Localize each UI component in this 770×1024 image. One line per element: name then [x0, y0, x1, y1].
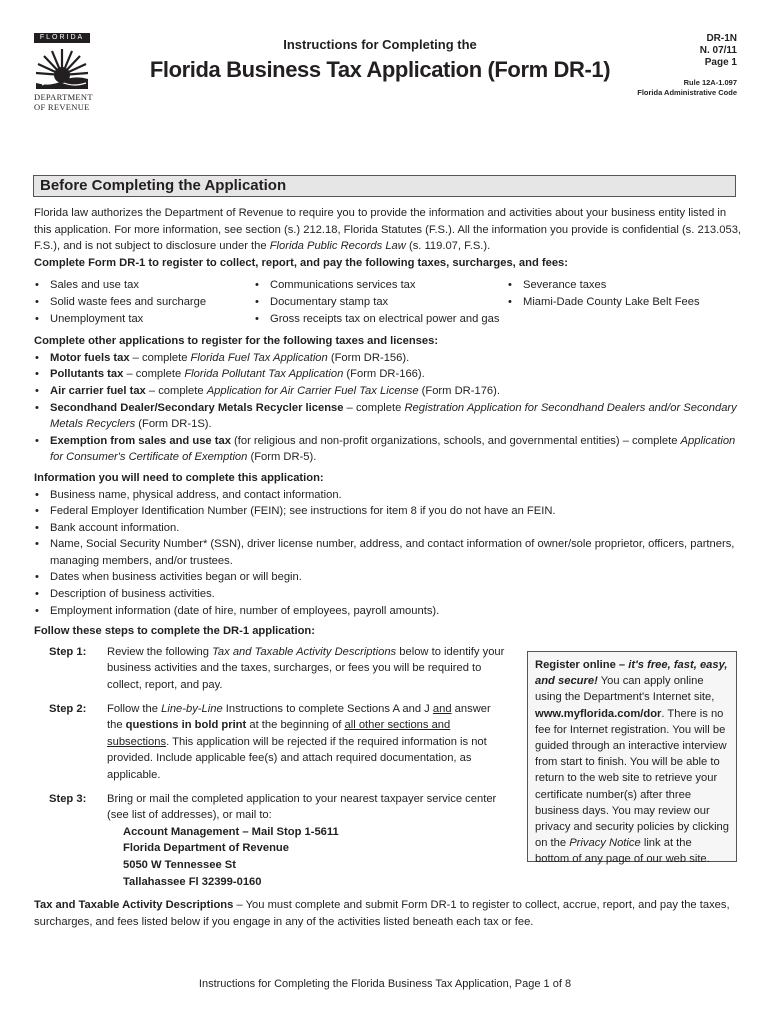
- list-item: • Employment information (date of hire, number of employees, payroll amounts).: [34, 603, 744, 620]
- intro-paragraph: Florida law authorizes the Department of Revenue to require you to provide the information and activities about your business entity listed in this application. For more information, see section (s.) 212.18, Florida Statutes (F.S.). All the information you provide is confidential (s. 213.053, F.S.), and is not subject to disclosure under the Florida Public Records Law (s. 119.07, F.S.).: [34, 207, 742, 253]
- page-title: Florida Business Tax Application (Form DR-1): [149, 57, 611, 82]
- list-item: • Name, Social Security Number* (SSN), driver license number, address, and contact information of owner/sole proprietor, officers, partners, managing members, and/or trustees.: [34, 536, 744, 569]
- mailing-address: Account Management – Mail Stop 1-5611 Florida Department of Revenue 5050 W Tennessee St Tallahassee Fl 32399-0160: [123, 825, 339, 888]
- list-item: • Federal Employer Identification Number (FEIN); see instructions for item 8 if you do not have an FEIN.: [34, 503, 744, 520]
- step-1: Step 1: Review the following Tax and Taxable Activity Descriptions below to identify your business activities and the taxes, surcharges, or fees you will be required to collect, report, and pay.: [49, 645, 505, 692]
- form-revision: N. 07/11: [699, 45, 737, 56]
- info-needed-heading: Information you will need to complete this application:: [34, 471, 324, 484]
- register-online-box: Register online – it's free, fast, easy, and secure! You can apply online using the Department's Internet site, www.myflorida.com/dor. There is no fee for Internet registration. You will be guided through an interactive interview from start to finish. You will be able to return to the web site to retrieve your certificate number(s) after three business days. You may review our privacy and security policies by clicking on the Privacy Notice link at the bottom of any page of our web site.: [527, 651, 737, 862]
- list-item: • Bank account information.: [34, 520, 744, 537]
- list-item: • Pollutants tax – complete Florida Pollutant Tax Application (Form DR-166).: [34, 366, 744, 383]
- step-2: Step 2: Follow the Line-by-Line Instructions to complete Sections A and J and answer the questions in bold print at the beginning of all other sections and subsections. This application will be rejected if the required information is not provided. Include applicable fee(s) and attach required documentation, as applicable.: [49, 702, 491, 781]
- privacy-notice-link[interactable]: Privacy Notice: [569, 837, 641, 850]
- form-identifier: [700, 33, 737, 69]
- rule-number: Rule 12A-1.097: [683, 78, 737, 87]
- logo-department-line2: OF REVENUE: [34, 102, 90, 112]
- list-item: • Miami-Dade County Lake Belt Fees: [507, 294, 737, 311]
- list-item: • Air carrier fuel tax – complete Application for Air Carrier Fuel Tax License (Form DR-176).: [34, 383, 744, 400]
- register-heading: Complete Form DR-1 to register to collect, report, and pay the following taxes, surcharges, and fees:: [34, 256, 569, 269]
- list-item: • Gross receipts tax on electrical power and gas: [254, 311, 507, 328]
- other-apps-heading: Complete other applications to register for the following taxes and licenses:: [34, 335, 439, 348]
- section-heading: Before Completing the Application: [33, 175, 736, 197]
- tax-list-columns: [34, 277, 744, 327]
- admin-code: Florida Administrative Code: [637, 88, 737, 97]
- list-item: • Business name, physical address, and contact information.: [34, 487, 744, 504]
- list-item: • Description of business activities.: [34, 586, 744, 603]
- page-number: Page 1: [704, 57, 737, 68]
- list-item: • Motor fuels tax – complete Florida Fuel Tax Application (Form DR-156).: [34, 350, 744, 367]
- page-footer: Instructions for Completing the Florida Business Tax Application, Page 1 of 8: [198, 978, 572, 990]
- list-item: • Dates when business activities began or will begin.: [34, 569, 744, 586]
- list-item: • Secondhand Dealer/Secondary Metals Recycler license – complete Registration Application for Secondhand Dealers and/or Secondary Metals Recyclers (Form DR-1S).: [34, 400, 744, 433]
- steps-list: [34, 644, 509, 890]
- list-item: • Solid waste fees and surcharge: [34, 294, 254, 311]
- step-3: Step 3: Bring or mail the completed application to your nearest taxpayer service center (see list of addresses), or mail to: Account Management – Mail Stop 1-5611 Florida Department of Revenue 5050 W Tennessee St Tallahassee Fl 32399-0160: [34, 791, 509, 891]
- logo-florida-bar: FLORIDA: [34, 33, 90, 43]
- website-link[interactable]: www.myflorida.com/dor: [535, 707, 662, 720]
- sunburst-icon: [34, 45, 90, 91]
- list-item: • Sales and use tax: [34, 277, 254, 294]
- tax-column-2: [254, 277, 507, 327]
- list-item: • Unemployment tax: [34, 311, 254, 328]
- list-item: • Severance taxes: [507, 277, 737, 294]
- rule-citation: [637, 78, 737, 98]
- tax-column-3: [507, 277, 737, 327]
- tax-descriptions-paragraph: Tax and Taxable Activity Descriptions – You must complete and submit Form DR-1 to register to collect, accrue, report, and pay the taxes, surcharges, and fees listed below if you engage in any of the activities listed beneath each tax or fee.: [34, 899, 730, 928]
- list-item: • Exemption from sales and use tax (for religious and non-profit organizations, schools, and governmental entities) – complete Application for Consumer's Certificate of Exemption (Form DR-5).: [34, 433, 744, 466]
- steps-heading: Follow these steps to complete the DR-1 application:: [34, 625, 315, 638]
- form-number: DR-1N: [706, 33, 737, 44]
- department-logo: [34, 33, 93, 112]
- list-item: • Communications services tax: [254, 277, 507, 294]
- logo-department-line1: DEPARTMENT: [34, 92, 93, 102]
- tax-column-1: [34, 277, 254, 327]
- header-subtitle: Instructions for Completing the: [283, 37, 477, 52]
- list-item: • Documentary stamp tax: [254, 294, 507, 311]
